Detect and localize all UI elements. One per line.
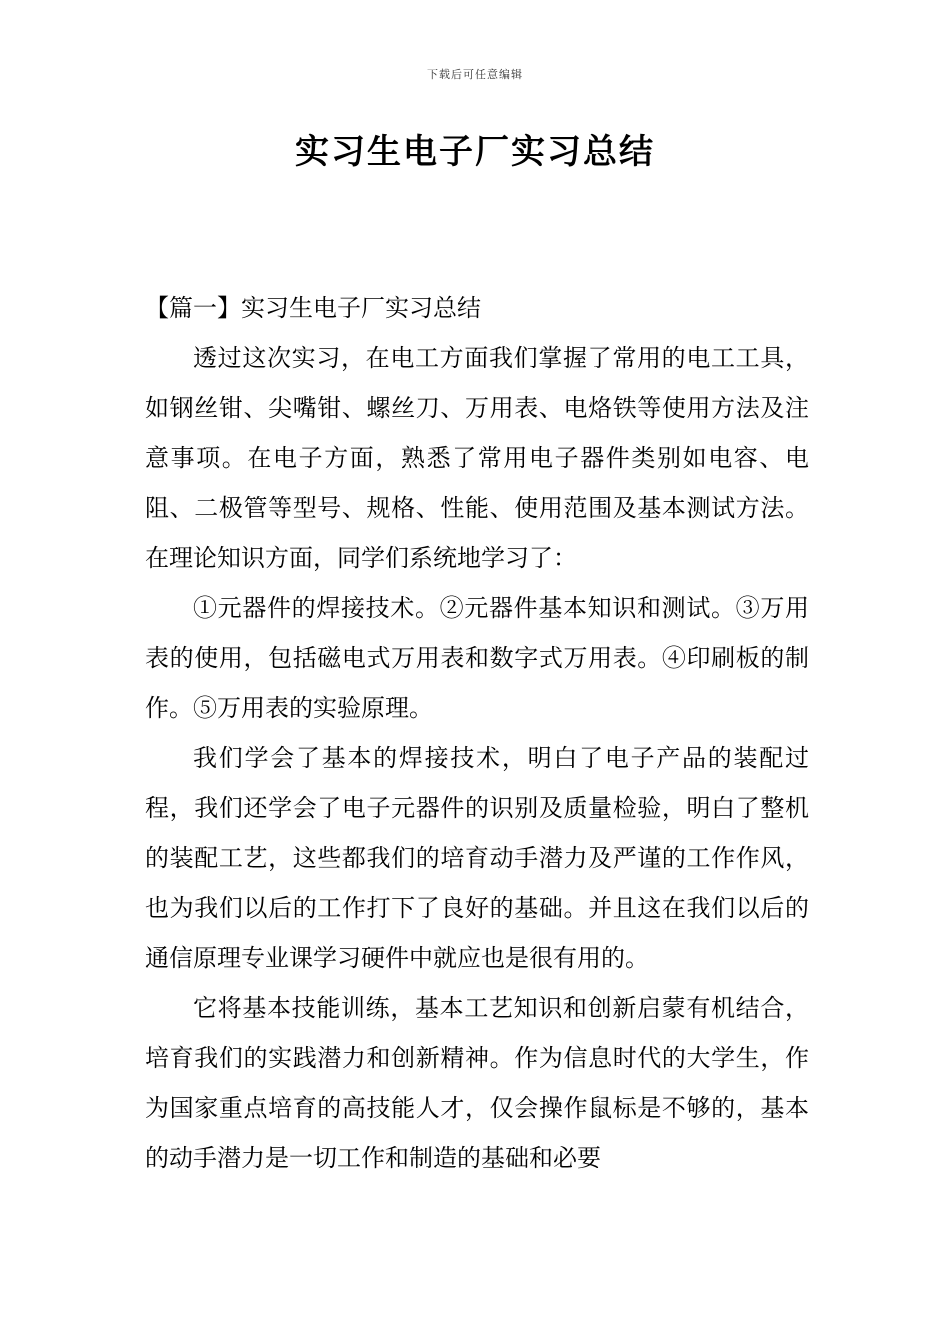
document-title: 实习生电子厂实习总结 — [295, 132, 655, 172]
section-heading: 【篇一】实习生电子厂实习总结 — [145, 294, 481, 322]
paragraph: ①元器件的焊接技术。②元器件基本知识和测试。③万用表的使用，包括磁电式万用表和数字式万用表。④印刷板的制作。⑤万用表的实验原理。 — [145, 594, 809, 722]
paragraph: 透过这次实习，在电工方面我们掌握了常用的电工工具，如钢丝钳、尖嘴钳、螺丝刀、万用表、电烙铁等使用方法及注意事项。在电子方面，熟悉了常用电子器件类别如电容、电阻、二极管等型号、规格、性能、使用范围及基本测试方法。在理论知识方面，同学们系统地学习了： — [145, 344, 809, 572]
document-body — [145, 283, 809, 1183]
page-header-note: 下载后可任意编辑 — [427, 68, 523, 81]
paragraph: 它将基本技能训练，基本工艺知识和创新启蒙有机结合，培育我们的实践潜力和创新精神。作为信息时代的大学生，作为国家重点培育的高技能人才，仅会操作鼠标是不够的，基本的动手潜力是一切工作和制造的基础和必要 — [145, 994, 809, 1172]
paragraph: 我们学会了基本的焊接技术，明白了电子产品的装配过程，我们还学会了电子元器件的识别及质量检验，明白了整机的装配工艺，这些都我们的培育动手潜力及严谨的工作作风，也为我们以后的工作打下了良好的基础。并且这在我们以后的通信原理专业课学习硬件中就应也是很有用的。 — [145, 744, 809, 972]
